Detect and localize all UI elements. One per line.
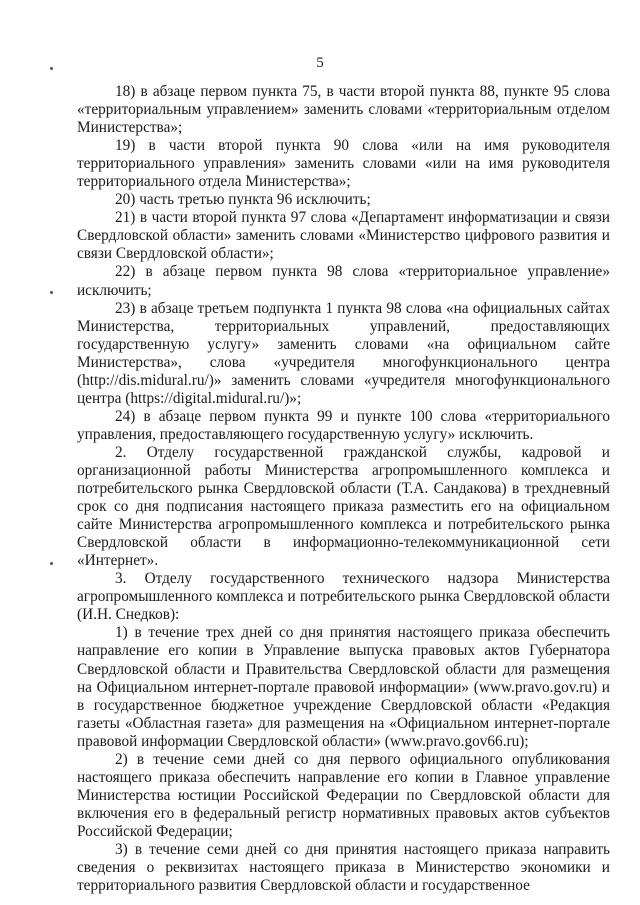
paragraph-item-24: 24) в абзаце первом пункта 99 и пункте 100 слова «территориального управления, предоставляющего государственную услугу» исключить. <box>77 407 610 443</box>
paragraph-item-19: 19) в части второй пункта 90 слова «или на имя руководителя территориального управления» заменить словами «или на имя руководителя территориального отдела Министерства»; <box>77 137 610 191</box>
margin-mark <box>50 67 53 70</box>
paragraph-subitem-2: 2) в течение семи дней со дня первого официального опубликования настоящего приказа обеспечить направление его копии в Главное управление Министерства юстиции Российской Федерации по Свердловской области для включения его в федеральный регистр нормативных правовых актов субъектов Российской Федерации; <box>77 750 610 840</box>
page-number: 5 <box>316 55 324 71</box>
paragraph-item-20: 20) часть третью пункта 96 исключить; <box>115 191 371 209</box>
paragraph-item-18: 18) в абзаце первом пункта 75, в части второй пункта 88, пункте 95 слова «территориальным управлением» заменить словами «территориальным отделом Министерства»; <box>77 83 610 137</box>
paragraph-section-3: 3. Отделу государственного технического надзора Министерства агропромышленного комплекса и потребительского рынка Свердловской области (И.Н. Снедков): <box>77 570 610 624</box>
paragraph-item-21: 21) в части второй пункта 97 слова «Департамент информатизации и связи Свердловской области» заменить словами «Министерство цифрового развития и связи Свердловской области»; <box>77 209 610 263</box>
margin-mark <box>50 562 53 565</box>
paragraph-section-2: 2. Отделу государственной гражданской службы, кадровой и организационной работы Министерства агропромышленного комплекса и потребительского рынка Свердловской области (Т.А. Сандакова) в трехдневный срок со дня подписания настоящего приказа разместить его на официальном сайте Министерства агропромышленного комплекса и потребительского рынка Свердловской области в информационно-телекоммуникационной сети «Интернет». <box>77 443 610 570</box>
paragraph-subitem-3: 3) в течение семи дней со дня принятия настоящего приказа направить сведения о реквизитах настоящего приказа в Министерство экономики и территориального развития Свердловской области и государственное <box>77 840 610 895</box>
paragraph-item-23: 23) в абзаце третьем подпункта 1 пункта 98 слова «на официальных сайтах Министерства, территориальных управлений, предоставляющих государственную услугу» заменить словами «на официальном сайте Министерства», слова «учредителя многофункционального центра (http://dis.midural.ru/)» заменить словами «учредителя многофункционального центра (https://digital.midural.ru/)»; <box>77 299 610 407</box>
document-body <box>77 83 610 895</box>
margin-mark <box>50 291 53 294</box>
paragraph-item-22: 22) в абзаце первом пункта 98 слова «территориальное управление» исключить; <box>77 263 610 299</box>
paragraph-subitem-1: 1) в течение трех дней со дня принятия настоящего приказа обеспечить направление его копии в Управление выпуска правовых актов Губернатора Свердловской области и Правительства Свердловской области для размещения на Официальном интернет-портале правовой информации» (www.pravo.gov.ru) и в государственное бюджетное учреждение Свердловской области «Редакция газеты «Областная газета» для размещения на «Официальном интернет-портале правовой информации Свердловской области» (www.pravo.gov66.ru); <box>77 624 610 750</box>
